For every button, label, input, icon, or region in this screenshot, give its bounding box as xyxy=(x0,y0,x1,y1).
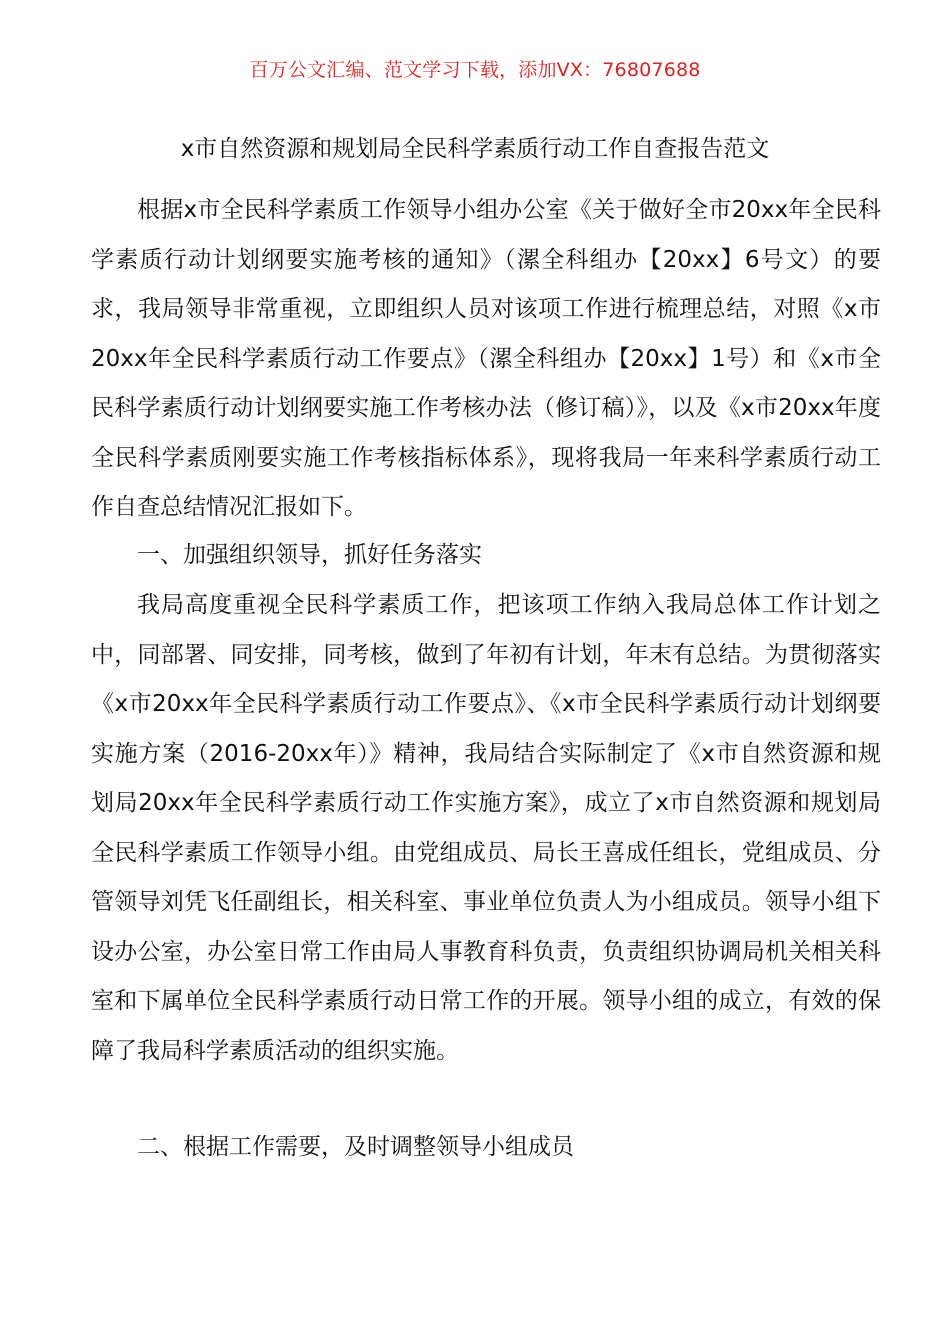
promo-header: 百万公文汇编、范文学习下载，添加VX：76807688 xyxy=(249,59,701,81)
section-one-heading: 一、加强组织领导，抓好任务落实 xyxy=(137,542,482,568)
section-two-heading: 二、根据工作需要，及时调整领导小组成员 xyxy=(137,1134,574,1160)
section-one-paragraph: 我局高度重视全民科学素质工作，把该项工作纳入我局总体工作计划之中，同部署、同安排，同考核，做到了年初有计划，年末有总结。为贯彻落实《x市20xx年全民科学素质行动工作要点》、《x市全民科学素质行动计划纲要实施方案（2016-20xx年）》精神，我局结合实际制定了《x市自然资源和规划局20xx年全民科学素质行动工作实施方案》，成立了x市自然资源和规划局全民科学素质工作领导小组。由党组成员、局长王喜成任组长，党组成员、分管领导刘凭飞任副组长，相关科室、事业单位负责人为小组成员。领导小组下设办公室，办公室日常工作由局人事教育科负责，负责组织协调局机关相关科室和下属单位全民科学素质行动日常工作的开展。领导小组的成立，有效的保障了我局科学素质活动的组织实施。 xyxy=(91,592,881,1064)
document-title: x市自然资源和规划局全民科学素质行动工作自查报告范文 xyxy=(180,136,770,162)
intro-paragraph: 根据x市全民科学素质工作领导小组办公室《关于做好全市20xx年全民科学素质行动计划纲要实施考核的通知》（漯全科组办【20xx】6号文）的要求，我局领导非常重视，立即组织人员对该项工作进行梳理总结，对照《x市20xx年全民科学素质行动工作要点》（漯全科组办【20xx】1号）和《x市全民科学素质行动计划纲要实施工作考核办法（修订稿）》，以及《x市20xx年度全民科学素质刚要实施工作考核指标体系》，现将我局一年来科学素质行动工作自查总结情况汇报如下。 xyxy=(91,197,881,520)
